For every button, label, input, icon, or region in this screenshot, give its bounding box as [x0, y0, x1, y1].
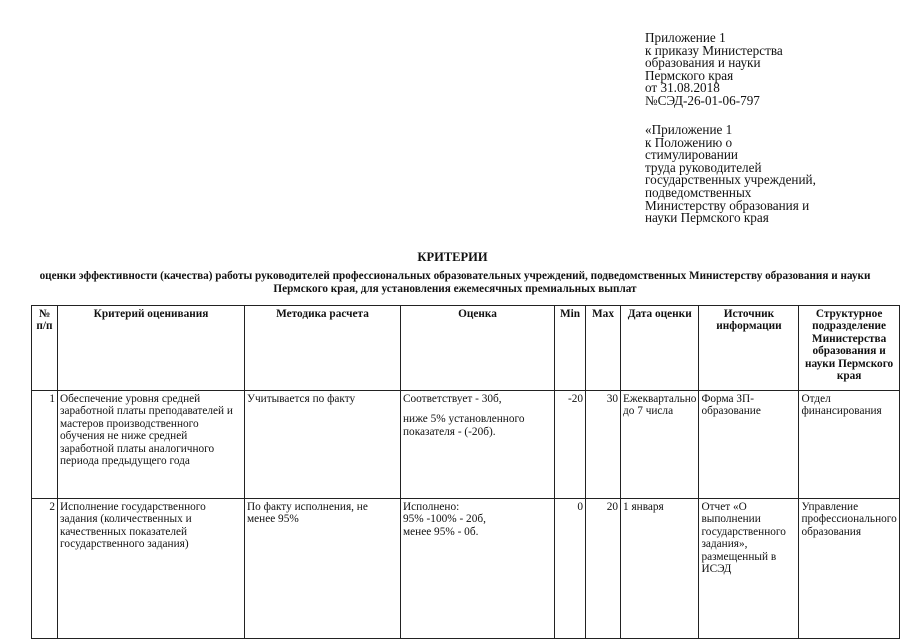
row-source: Форма ЗП-образование	[699, 391, 799, 499]
row-num: 2	[32, 499, 58, 639]
row-min: 0	[555, 499, 586, 639]
appendix-line: от 31.08.2018	[645, 80, 720, 96]
criteria-table	[31, 305, 900, 639]
header-unit: Структурное подразделение Министерства образования и науки Пермского края	[799, 306, 899, 391]
table-row	[32, 391, 900, 499]
score-line: 95% -100% - 20б,	[403, 513, 486, 526]
header-date: Дата оценки	[621, 306, 699, 391]
row-date: Ежеквартально до 7 числа	[621, 391, 699, 499]
appendix-ref-line: «Приложение 1	[645, 122, 733, 137]
appendix-header	[645, 32, 783, 108]
row-score	[401, 391, 555, 499]
row-source: Отчет «О выполнении государственного задания», размещенный в ИСЭД	[699, 499, 799, 639]
appendix-ref-line: науки Пермского края	[645, 210, 769, 226]
appendix-ref-line: подведомственных	[645, 184, 752, 200]
header-score: Оценка	[401, 306, 555, 391]
row-max: 20	[586, 499, 621, 639]
header-max: Max	[586, 306, 621, 391]
table-row	[32, 499, 900, 639]
appendix-line: образования и науки	[645, 55, 761, 71]
score-line: Соответствует - 30б,	[403, 393, 502, 405]
row-criterion: Исполнение государственного задания (количественных и качественных показателей государственного задания)	[58, 499, 245, 639]
row-method: Учитывается по факту	[245, 391, 401, 499]
row-unit: Отдел финансирования	[799, 391, 899, 499]
appendix-ref-line: труда руководителей	[645, 159, 762, 175]
appendix-line: Приложение 1	[645, 30, 726, 45]
row-num: 1	[32, 391, 58, 499]
row-date: 1 января	[621, 499, 699, 639]
document-subtitle: оценки эффективности (качества) работы руководителей профессиональных образовательных учреждений, подведомственных Министерству образования и науки Пермского края, для установления ежемесячных премиальных выплат	[39, 270, 871, 295]
document-title: КРИТЕРИИ	[417, 250, 488, 264]
appendix-ref-line: к Положению о	[645, 134, 733, 150]
appendix-ref-line: стимулировании	[645, 147, 738, 163]
score-line: Исполнено:	[403, 501, 460, 513]
score-line: ниже 5% установленного показателя - (-20б).	[403, 413, 525, 438]
header-criterion: Критерий оценивания	[58, 306, 245, 391]
appendix-reference	[645, 124, 816, 225]
row-score	[401, 499, 555, 639]
appendix-ref-line: государственных учреждений,	[645, 172, 816, 188]
header-num: № п/п	[32, 306, 58, 391]
row-min: -20	[555, 391, 586, 499]
row-max: 30	[586, 391, 621, 499]
score-line: менее 95% - 0б.	[403, 525, 479, 538]
appendix-ref-line: Министерству образования и	[645, 197, 810, 213]
header-method: Методика расчета	[245, 306, 401, 391]
appendix-line: к приказу Министерства	[645, 42, 783, 58]
appendix-line: №СЭД-26-01-06-797	[645, 92, 760, 108]
table-header-row	[32, 306, 900, 391]
row-unit: Управление профессионального образования	[799, 499, 899, 639]
header-min: Min	[555, 306, 586, 391]
appendix-line: Пермского края	[645, 67, 734, 83]
header-source: Источник информации	[699, 306, 799, 391]
row-criterion: Обеспечение уровня средней заработной платы преподавателей и мастеров производственного обучения не ниже средней заработной платы аналогичного периода предыдущего года	[58, 391, 245, 499]
row-method: По факту исполнения, не менее 95%	[245, 499, 401, 639]
